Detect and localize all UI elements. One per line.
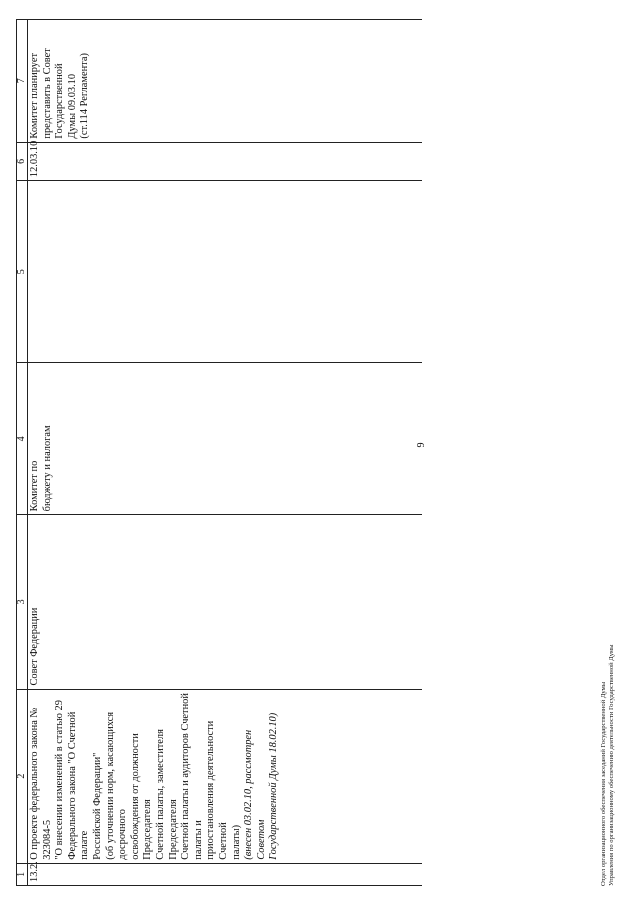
agenda-table (16, 19, 422, 886)
bill-details-line: освобождения от должности Председателя (129, 733, 154, 860)
footer (600, 286, 616, 886)
column-header-4: 4 (17, 363, 28, 515)
table-row (28, 20, 423, 886)
plan-line: Думы 09.03.10 (66, 73, 78, 139)
initiator-cell (28, 515, 423, 689)
plan-line: (ст.114 Регламента) (79, 53, 91, 139)
column-header-1: 1 (17, 863, 28, 885)
bill-name-line: Федерального закона "О Счетной палате (66, 711, 91, 860)
bill-note-line: (внесен 03.02.10, рассмотрен Советом (243, 729, 267, 860)
bill-note-line: Государственной Думы 18.02.10) (268, 712, 280, 860)
bill-title: О проекте федерального закона № 323084-5 (29, 707, 53, 860)
committee-line: бюджету и налогам (41, 425, 53, 512)
committee-cell (28, 363, 423, 515)
plan-line: Государственной (54, 63, 66, 139)
committee-line: Комитет по (29, 460, 40, 512)
date: 12.03.10 (29, 140, 40, 178)
row-number: 13.2. (29, 861, 40, 882)
page-number: 9 (416, 442, 427, 448)
table-header-row (17, 20, 28, 886)
column-header-6: 6 (17, 142, 28, 180)
column-header-2: 2 (17, 689, 28, 863)
plan-line: Комитет планирует (29, 53, 40, 139)
initiator: Совет Федерации (29, 607, 40, 686)
column-header-7: 7 (17, 20, 28, 143)
bill-name-line: Российской Федерации" (91, 752, 103, 860)
description-cell (28, 689, 423, 863)
footer-line: Отдел организационного обеспечения заседаний Государственной Думы (600, 681, 607, 886)
bill-name-line: "О внесении изменений в статью 29 (54, 700, 66, 860)
row-number-cell (28, 863, 423, 885)
bill-details-line: приостановления деятельности Счетной (205, 720, 229, 860)
column-header-3: 3 (17, 515, 28, 689)
bill-details-line: палаты) (230, 824, 242, 860)
footer-line: Управления по организационному обеспечению деятельности Государственной Думы (608, 644, 616, 886)
bill-details-line: Счетной палаты, заместителя Председателя (154, 729, 179, 860)
plan-cell (28, 20, 423, 143)
plan-line: представить в Совет (41, 48, 53, 139)
column-header-5: 5 (17, 181, 28, 363)
bill-details-line: (об уточнении норм, касающихся досрочного (104, 711, 129, 860)
bill-details-line: Счетной палаты и аудиторов Счетной палаты и (180, 693, 204, 860)
date-cell (28, 142, 423, 180)
column-5-cell (28, 181, 423, 363)
